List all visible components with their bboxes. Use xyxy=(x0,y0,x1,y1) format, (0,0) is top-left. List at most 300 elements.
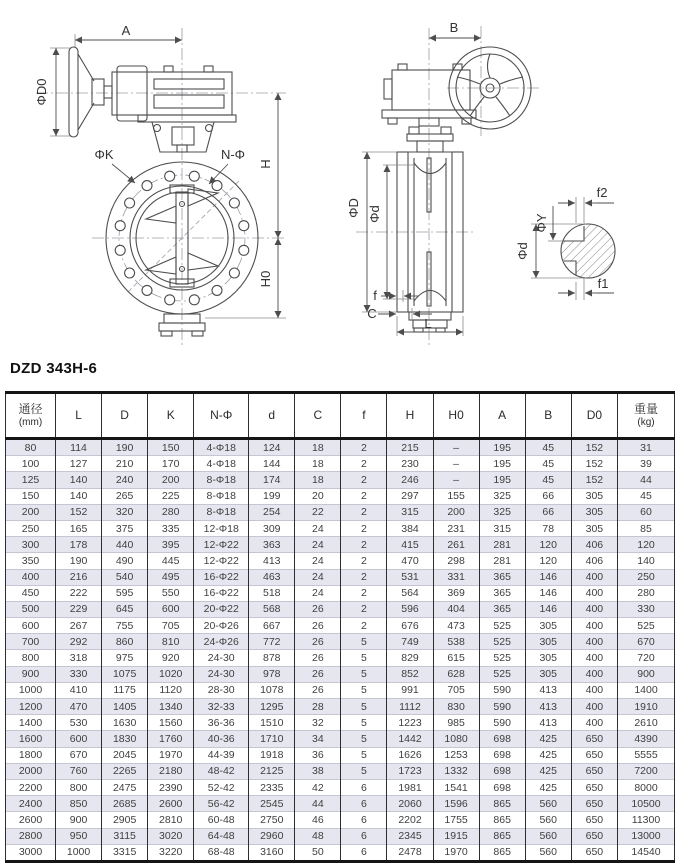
cell: 210 xyxy=(102,456,148,472)
cell: 2475 xyxy=(102,779,148,795)
cell: 363 xyxy=(249,537,295,553)
cell: 4-Φ18 xyxy=(194,456,249,472)
cell: 152 xyxy=(571,439,617,456)
cell: 1970 xyxy=(433,844,479,861)
table-row xyxy=(6,456,675,472)
cell: 1223 xyxy=(387,715,433,731)
cell: 852 xyxy=(387,666,433,682)
cell: 16-Φ22 xyxy=(194,569,249,585)
cell: 676 xyxy=(387,618,433,634)
cell: 1200 xyxy=(6,699,56,715)
cell: 2200 xyxy=(6,779,56,795)
cell: 18 xyxy=(295,439,341,456)
table-row xyxy=(6,439,675,456)
cell: – xyxy=(433,472,479,488)
cell: 2 xyxy=(341,537,387,553)
cell: 445 xyxy=(148,553,194,569)
cell: 670 xyxy=(56,747,102,763)
cell: 325 xyxy=(479,504,525,520)
table-row xyxy=(6,844,675,861)
cell: 650 xyxy=(571,844,617,861)
cell: 254 xyxy=(249,504,295,520)
cell: 5555 xyxy=(618,747,675,763)
cell: 26 xyxy=(295,618,341,634)
gear-actuator xyxy=(112,66,236,122)
cell: 170 xyxy=(148,456,194,472)
cell: 400 xyxy=(571,715,617,731)
cell: 667 xyxy=(249,618,295,634)
cell: 400 xyxy=(571,585,617,601)
cell: 18 xyxy=(295,472,341,488)
dim-label-h: H xyxy=(258,159,273,169)
cell: 1112 xyxy=(387,699,433,715)
column-header: f xyxy=(341,393,387,439)
cell: 560 xyxy=(525,796,571,812)
cell: 2 xyxy=(341,601,387,617)
cell: 8-Φ18 xyxy=(194,504,249,520)
cell: 425 xyxy=(525,763,571,779)
cell: 222 xyxy=(56,585,102,601)
cell: 152 xyxy=(571,472,617,488)
cell: 46 xyxy=(295,812,341,828)
dim-label-d0: ΦD0 xyxy=(34,78,49,106)
cell: 525 xyxy=(618,618,675,634)
cell: 525 xyxy=(479,650,525,666)
cell: 2345 xyxy=(387,828,433,844)
cell: 2800 xyxy=(6,828,56,844)
cell: 425 xyxy=(525,779,571,795)
cell: 48-42 xyxy=(194,763,249,779)
cell: 1596 xyxy=(433,796,479,812)
shaft-section-drawing xyxy=(515,185,615,300)
dim-label-b: B xyxy=(449,20,459,35)
cell: 800 xyxy=(6,650,56,666)
cell: 560 xyxy=(525,812,571,828)
cell: 215 xyxy=(387,439,433,456)
cell: 2 xyxy=(341,504,387,520)
cell: 463 xyxy=(249,569,295,585)
table-row xyxy=(6,812,675,828)
cell: 2 xyxy=(341,553,387,569)
cell: 2390 xyxy=(148,779,194,795)
column-header: H0 xyxy=(433,393,479,439)
cell: 1020 xyxy=(148,666,194,682)
cell: 470 xyxy=(387,553,433,569)
cell: 8000 xyxy=(618,779,675,795)
cell: 495 xyxy=(148,569,194,585)
cell: 190 xyxy=(102,439,148,456)
cell: 365 xyxy=(479,601,525,617)
cell: 4-Φ18 xyxy=(194,439,249,456)
cell: 45 xyxy=(618,488,675,504)
cell: 595 xyxy=(102,585,148,601)
cell: 5 xyxy=(341,715,387,731)
cell: 470 xyxy=(56,699,102,715)
cell: 64-48 xyxy=(194,828,249,844)
cell: 45 xyxy=(525,472,571,488)
cell: 568 xyxy=(249,601,295,617)
cell: 2202 xyxy=(387,812,433,828)
cell: 2610 xyxy=(618,715,675,731)
cell: 700 xyxy=(6,634,56,650)
cell: 3160 xyxy=(249,844,295,861)
cell: 3220 xyxy=(148,844,194,861)
cell: 26 xyxy=(295,682,341,698)
cell: 265 xyxy=(102,488,148,504)
cell: 1710 xyxy=(249,731,295,747)
cell: 26 xyxy=(295,634,341,650)
cell: 413 xyxy=(525,682,571,698)
cell: 26 xyxy=(295,601,341,617)
cell: 20-Φ26 xyxy=(194,618,249,634)
cell: 650 xyxy=(571,812,617,828)
cell: 490 xyxy=(102,553,148,569)
dim-label-shaft-y: ΦY xyxy=(534,213,549,233)
dim-label-a: A xyxy=(121,23,131,38)
cell: 1400 xyxy=(618,682,675,698)
cell: 315 xyxy=(479,520,525,536)
cell: 5 xyxy=(341,699,387,715)
cell: 2478 xyxy=(387,844,433,861)
cell: 5 xyxy=(341,682,387,698)
cell: 650 xyxy=(571,796,617,812)
cell: 230 xyxy=(387,456,433,472)
cell: 1830 xyxy=(102,731,148,747)
valve-neck xyxy=(152,122,214,152)
cell: 400 xyxy=(571,699,617,715)
cell: 56-42 xyxy=(194,796,249,812)
dim-label-c: C xyxy=(367,306,377,321)
cell: 190 xyxy=(56,553,102,569)
cell: 425 xyxy=(525,731,571,747)
table-row xyxy=(6,520,675,536)
cell: 2125 xyxy=(249,763,295,779)
cell: 11300 xyxy=(618,812,675,828)
cell: 1442 xyxy=(387,731,433,747)
cell: 174 xyxy=(249,472,295,488)
cell: 860 xyxy=(102,634,148,650)
cell: 720 xyxy=(618,650,675,666)
cell: 48 xyxy=(295,828,341,844)
cell: 413 xyxy=(525,699,571,715)
cell: 200 xyxy=(433,504,479,520)
dim-label-f1: f1 xyxy=(597,276,609,291)
cell: 2 xyxy=(341,488,387,504)
table-header-row xyxy=(6,393,675,439)
cell: 305 xyxy=(525,618,571,634)
cell: 698 xyxy=(479,763,525,779)
column-header: N-Φ xyxy=(194,393,249,439)
cell: 395 xyxy=(148,537,194,553)
dim-label-k: ΦK xyxy=(94,147,114,162)
cell: 8-Φ18 xyxy=(194,488,249,504)
cell: 120 xyxy=(525,537,571,553)
dimension-table xyxy=(5,391,675,863)
cell: 140 xyxy=(618,553,675,569)
cell: 865 xyxy=(479,844,525,861)
table-row xyxy=(6,472,675,488)
cell: 650 xyxy=(571,763,617,779)
cell: 1295 xyxy=(249,699,295,715)
table-row xyxy=(6,682,675,698)
cell: 50 xyxy=(295,844,341,861)
cell: 564 xyxy=(387,585,433,601)
cell: 865 xyxy=(479,796,525,812)
cell: 2335 xyxy=(249,779,295,795)
cell: 2000 xyxy=(6,763,56,779)
cell: 600 xyxy=(6,618,56,634)
cell: 400 xyxy=(571,601,617,617)
cell: 1000 xyxy=(56,844,102,861)
cell: 24-Φ26 xyxy=(194,634,249,650)
cell: 68-48 xyxy=(194,844,249,861)
cell: 2600 xyxy=(148,796,194,812)
column-header: 通径 (mm) xyxy=(6,393,56,439)
cell: 66 xyxy=(525,504,571,520)
cell: 250 xyxy=(618,569,675,585)
cell: 400 xyxy=(571,682,617,698)
cell: 406 xyxy=(571,553,617,569)
dim-label-f: f xyxy=(373,288,377,303)
cell: 900 xyxy=(6,666,56,682)
cell: 155 xyxy=(433,488,479,504)
cell: 44 xyxy=(295,796,341,812)
cell: 3020 xyxy=(148,828,194,844)
cell: 1000 xyxy=(6,682,56,698)
cell: 425 xyxy=(525,747,571,763)
table-row xyxy=(6,488,675,504)
cell: 5 xyxy=(341,634,387,650)
cell: 178 xyxy=(56,537,102,553)
cell: 6 xyxy=(341,828,387,844)
cell: 2045 xyxy=(102,747,148,763)
cell: 12-Φ18 xyxy=(194,520,249,536)
cell: 20 xyxy=(295,488,341,504)
cell: 305 xyxy=(525,650,571,666)
cell: 850 xyxy=(56,796,102,812)
cell: 7200 xyxy=(618,763,675,779)
cell: 531 xyxy=(387,569,433,585)
cell: 538 xyxy=(433,634,479,650)
cell: 755 xyxy=(102,618,148,634)
cell: 24 xyxy=(295,520,341,536)
cell: 195 xyxy=(479,472,525,488)
cell: 1800 xyxy=(6,747,56,763)
cell: 5 xyxy=(341,747,387,763)
table-row xyxy=(6,569,675,585)
cell: 195 xyxy=(479,456,525,472)
column-header: d xyxy=(249,393,295,439)
dim-label-big-d: ΦD xyxy=(346,198,361,218)
cell: 350 xyxy=(6,553,56,569)
cell: 1630 xyxy=(102,715,148,731)
cell: 250 xyxy=(6,520,56,536)
cell: 670 xyxy=(618,634,675,650)
cell: – xyxy=(433,456,479,472)
model-title: DZD 343H-6 xyxy=(10,360,98,377)
cell: 878 xyxy=(249,650,295,666)
cell: 80 xyxy=(6,439,56,456)
cell: 120 xyxy=(618,537,675,553)
cell: 20-Φ22 xyxy=(194,601,249,617)
dim-label-f2: f2 xyxy=(596,185,608,200)
table-row xyxy=(6,796,675,812)
cell: 628 xyxy=(433,666,479,682)
cell: 650 xyxy=(571,779,617,795)
valve-technical-drawings xyxy=(0,0,680,358)
dim-label-small-d: Φd xyxy=(367,205,382,223)
cell: 560 xyxy=(525,844,571,861)
cell: 1541 xyxy=(433,779,479,795)
cell: 2060 xyxy=(387,796,433,812)
cell: 31 xyxy=(618,439,675,456)
cell: 52-42 xyxy=(194,779,249,795)
cell: 26 xyxy=(295,666,341,682)
cell: 28 xyxy=(295,699,341,715)
cell: 26 xyxy=(295,650,341,666)
stem-assembly xyxy=(407,118,453,152)
cell: 985 xyxy=(433,715,479,731)
cell: 1755 xyxy=(433,812,479,828)
cell: 267 xyxy=(56,618,102,634)
cell: 384 xyxy=(387,520,433,536)
cell: 14540 xyxy=(618,844,675,861)
cell: 40-36 xyxy=(194,731,249,747)
cell: 331 xyxy=(433,569,479,585)
cell: 2750 xyxy=(249,812,295,828)
cell: 305 xyxy=(525,634,571,650)
dim-label-shaft-d: Φd xyxy=(515,242,530,260)
cell: 1915 xyxy=(433,828,479,844)
cell: 140 xyxy=(56,488,102,504)
cell: 28-30 xyxy=(194,682,249,698)
cell: 865 xyxy=(479,828,525,844)
cell: 246 xyxy=(387,472,433,488)
cell: 400 xyxy=(571,634,617,650)
column-header: D xyxy=(102,393,148,439)
cell: 330 xyxy=(618,601,675,617)
cell: 225 xyxy=(148,488,194,504)
cell: 5 xyxy=(341,731,387,747)
cell: – xyxy=(433,439,479,456)
cell: 1080 xyxy=(433,731,479,747)
cell: 6 xyxy=(341,844,387,861)
cell: 525 xyxy=(479,618,525,634)
cell: 865 xyxy=(479,812,525,828)
cell: 165 xyxy=(56,520,102,536)
cell: 298 xyxy=(433,553,479,569)
cell: 698 xyxy=(479,747,525,763)
cell: 404 xyxy=(433,601,479,617)
cell: 2 xyxy=(341,520,387,536)
cell: 292 xyxy=(56,634,102,650)
cell: 36 xyxy=(295,747,341,763)
cell: 698 xyxy=(479,731,525,747)
cell: 240 xyxy=(102,472,148,488)
cell: 280 xyxy=(618,585,675,601)
cell: 415 xyxy=(387,537,433,553)
column-header: K xyxy=(148,393,194,439)
column-header: B xyxy=(525,393,571,439)
side-view-drawing xyxy=(346,20,540,346)
cell: 540 xyxy=(102,569,148,585)
cell: 1332 xyxy=(433,763,479,779)
cell: 1918 xyxy=(249,747,295,763)
cell: 450 xyxy=(6,585,56,601)
cell: 2 xyxy=(341,472,387,488)
cell: 100 xyxy=(6,456,56,472)
cell: 600 xyxy=(148,601,194,617)
handwheel-profile xyxy=(69,47,112,137)
cell: 114 xyxy=(56,439,102,456)
cell: 2265 xyxy=(102,763,148,779)
dim-label-l: L xyxy=(424,316,432,331)
table-row xyxy=(6,553,675,569)
cell: 810 xyxy=(148,634,194,650)
cell: 1075 xyxy=(102,666,148,682)
cell: 12-Φ22 xyxy=(194,553,249,569)
cell: 152 xyxy=(56,504,102,520)
cell: 950 xyxy=(56,828,102,844)
cell: 1626 xyxy=(387,747,433,763)
cell: 2400 xyxy=(6,796,56,812)
cell: 530 xyxy=(56,715,102,731)
cell: 150 xyxy=(148,439,194,456)
front-view-drawing xyxy=(34,23,286,346)
cell: 590 xyxy=(479,715,525,731)
cell: 525 xyxy=(479,666,525,682)
cell: 1253 xyxy=(433,747,479,763)
table-row xyxy=(6,585,675,601)
cell: 24 xyxy=(295,553,341,569)
cell: 525 xyxy=(479,634,525,650)
cell: 300 xyxy=(6,537,56,553)
cell: 200 xyxy=(148,472,194,488)
cell: 2 xyxy=(341,585,387,601)
cell: 829 xyxy=(387,650,433,666)
cell: 2 xyxy=(341,618,387,634)
cell: 3115 xyxy=(102,828,148,844)
cell: 144 xyxy=(249,456,295,472)
dim-label-n-phi: N-Φ xyxy=(220,147,246,162)
cell: 305 xyxy=(571,504,617,520)
cell: 22 xyxy=(295,504,341,520)
cell: 12-Φ22 xyxy=(194,537,249,553)
cell: 749 xyxy=(387,634,433,650)
cell: 315 xyxy=(387,504,433,520)
cell: 24 xyxy=(295,569,341,585)
column-header: H xyxy=(387,393,433,439)
column-header: C xyxy=(295,393,341,439)
cell: 650 xyxy=(571,731,617,747)
cell: 127 xyxy=(56,456,102,472)
cell: 705 xyxy=(433,682,479,698)
cell: 216 xyxy=(56,569,102,585)
cell: 698 xyxy=(479,779,525,795)
cell: 42 xyxy=(295,779,341,795)
cell: 2 xyxy=(341,569,387,585)
table-row xyxy=(6,828,675,844)
table-row xyxy=(6,601,675,617)
dim-label-h0: H0 xyxy=(258,270,273,288)
cell: 36-36 xyxy=(194,715,249,731)
cell: 1723 xyxy=(387,763,433,779)
cell: 1600 xyxy=(6,731,56,747)
cell: 280 xyxy=(148,504,194,520)
cell: 413 xyxy=(249,553,295,569)
cell: 1175 xyxy=(102,682,148,698)
cell: 5 xyxy=(341,666,387,682)
